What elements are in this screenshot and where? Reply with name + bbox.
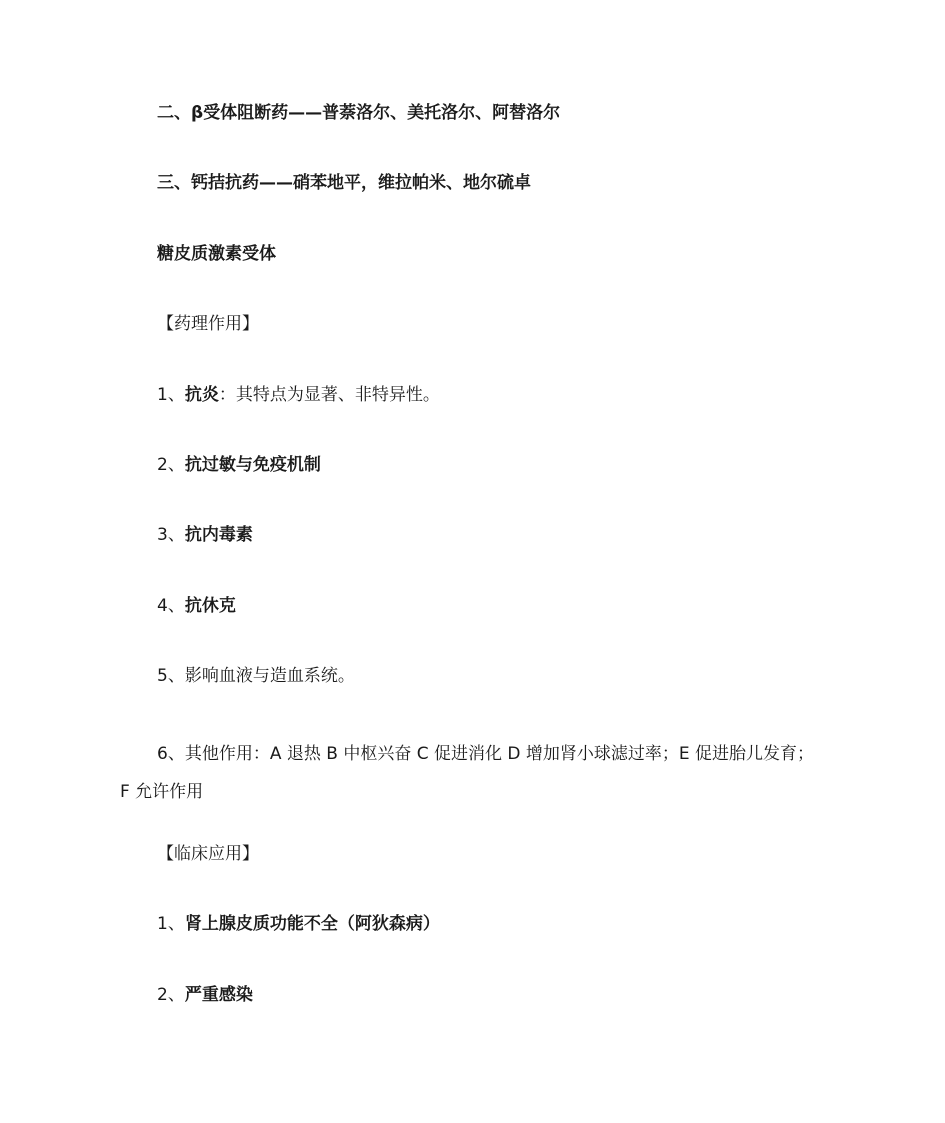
section-pharmacology: 【药理作用】 xyxy=(157,314,259,334)
item-number: 1、 xyxy=(157,914,185,934)
item-severe-infection xyxy=(157,985,253,1005)
item-number: 2、 xyxy=(157,985,185,1005)
heading-glucocorticoid-receptor: 糖皮质激素受体 xyxy=(157,244,276,264)
item-anti-shock xyxy=(157,596,236,616)
item-title: 严重感染 xyxy=(184,985,253,1005)
item-anti-endotoxin xyxy=(157,525,253,545)
item-title: 抗过敏与免疫机制 xyxy=(184,455,321,475)
item-title: 抗内毒素 xyxy=(184,525,253,545)
item-number: 1、 xyxy=(157,385,185,405)
item-anti-inflammatory xyxy=(157,385,440,405)
item-title: 肾上腺皮质功能不全（阿狄森病） xyxy=(184,914,440,934)
section-clinical-application: 【临床应用】 xyxy=(157,844,259,864)
item-other-effects: 6、其他作用：A 退热 B 中枢兴奋 C 促进消化 D 增加肾小球滤过率；E 促进胎儿发育；F 允许作用 xyxy=(120,744,815,802)
item-adrenal-insufficiency xyxy=(157,914,440,934)
item-blood-system: 5、影响血液与造血系统。 xyxy=(157,666,355,686)
heading-beta-blockers: 二、β受体阻断药——普萘洛尔、美托洛尔、阿替洛尔 xyxy=(157,103,561,123)
item-number: 3、 xyxy=(157,525,185,545)
item-title: 抗休克 xyxy=(184,596,236,616)
item-anti-allergy xyxy=(157,455,321,475)
heading-calcium-antagonists: 三、钙拮抗药——硝苯地平，维拉帕米、地尔硫卓 xyxy=(157,173,531,193)
item-description: ：其特点为显著、非特异性。 xyxy=(218,385,440,405)
item-number: 2、 xyxy=(157,455,185,475)
item-number: 4、 xyxy=(157,596,185,616)
item-title: 抗炎 xyxy=(184,385,219,405)
